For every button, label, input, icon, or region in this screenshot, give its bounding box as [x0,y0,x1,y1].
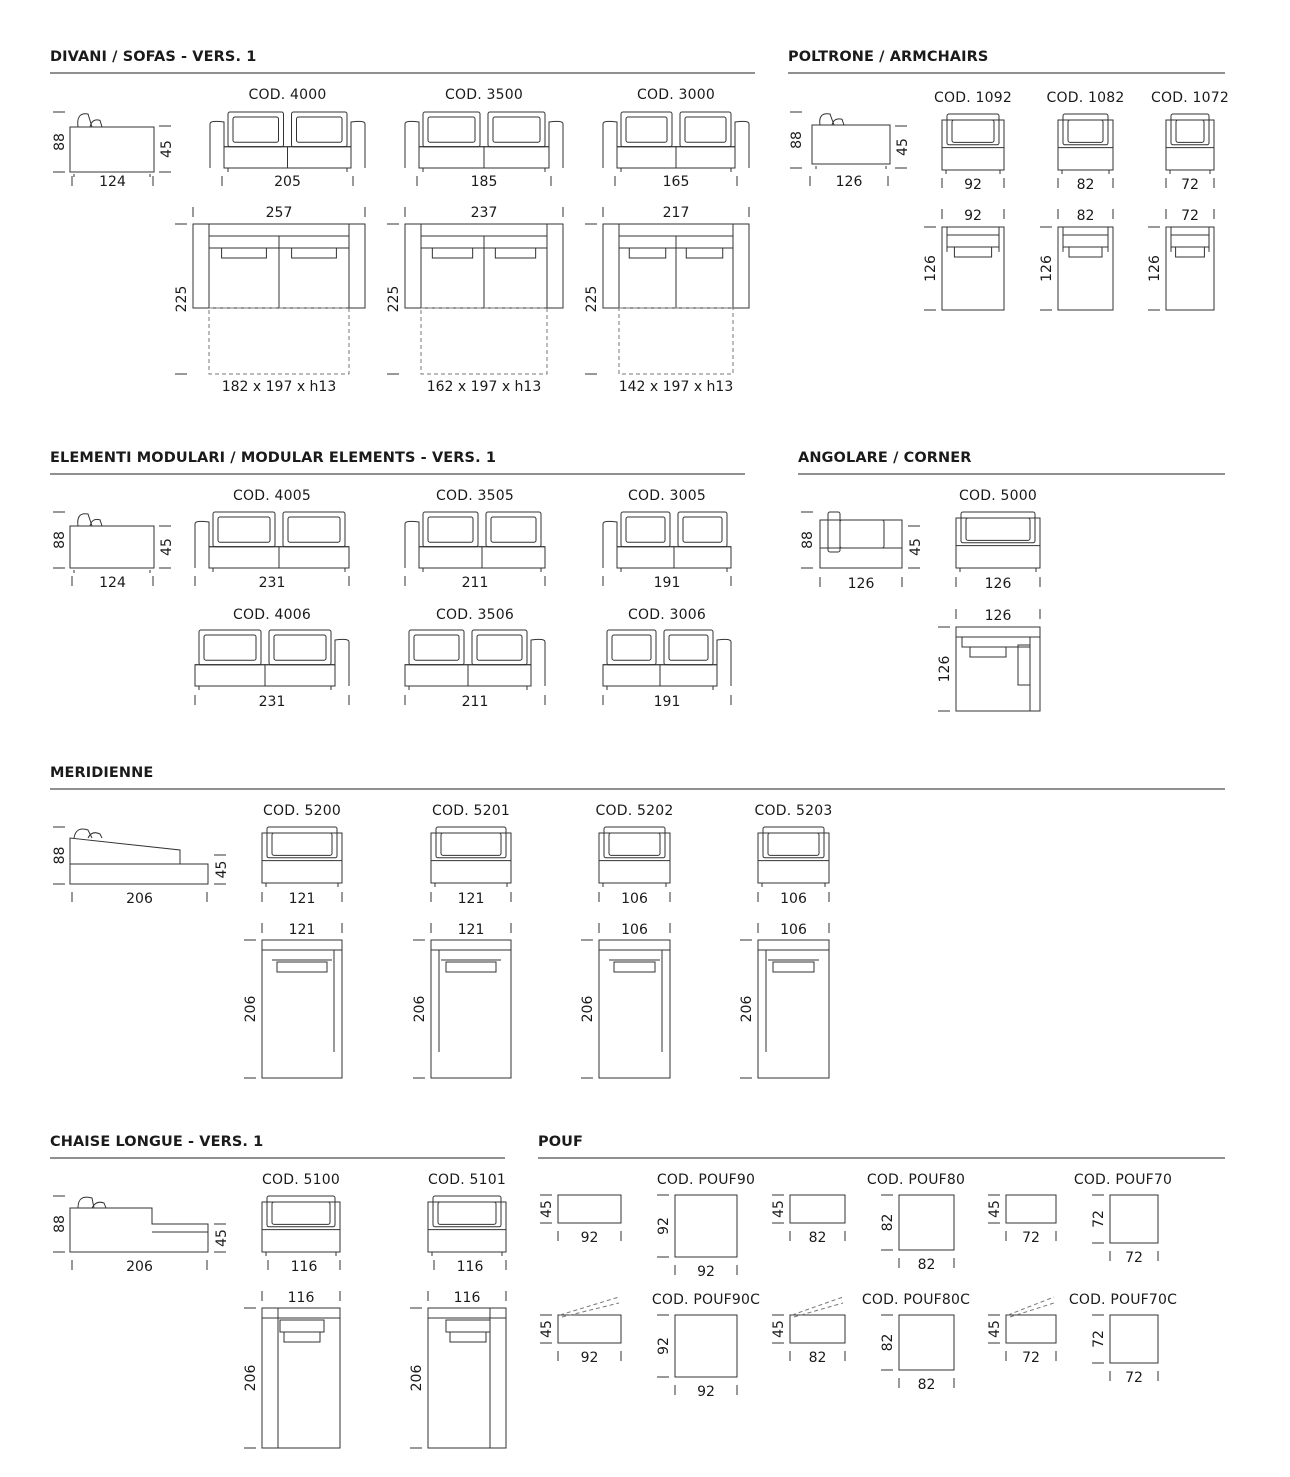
meridienne-front-width-0: 121 [288,891,316,907]
armchair-side-seat: 45 [895,138,911,156]
pouf-row1-height-2: 45 [987,1200,1003,1218]
meridienne-front-width-3: 106 [780,891,807,907]
meridienne-front-width-1: 121 [457,891,485,907]
pouf-row2-height-2: 45 [987,1320,1003,1338]
pouf-row2-plan-depth-0: 92 [656,1337,672,1355]
modular-r2-code-2: COD. 3006 [628,607,706,623]
pouf-row1-height-1: 45 [771,1200,787,1218]
meridienne-plan-width-1: 121 [457,922,485,938]
pouf-row2-code-2: COD. POUF70C [1068,1292,1178,1308]
corner-plan-width: 126 [984,608,1012,624]
meridienne-plan-width-0: 121 [288,922,316,938]
pouf-row1-code-2: COD. POUF70 [1073,1172,1173,1188]
section-title-meridienne: MERIDIENNE [50,765,154,781]
armchair-plan-width-0: 92 [964,208,982,224]
meridienne-side-seat: 45 [214,860,230,879]
modular-r1-code-2: COD. 3005 [628,488,706,504]
sofa-bed-size-0: 182 x 197 x h13 [221,379,337,395]
pouf-row2-height-1: 45 [771,1320,787,1338]
chaise-front-width-1: 116 [456,1259,484,1275]
armchair-code-0: COD. 1092 [934,90,1012,106]
pouf-row1-code-1: COD. POUF80 [866,1172,966,1188]
pouf-row2-code-1: COD. POUF80C [861,1292,971,1308]
section-title-corner: ANGOLARE / CORNER [798,450,972,466]
modular-side-height: 88 [52,531,68,549]
armchair-code-1: COD. 1082 [1046,90,1125,106]
armchair-plan-depth-1: 126 [1039,255,1055,282]
armchair-plan-depth-2: 126 [1147,255,1163,282]
labels [50,49,1229,1400]
corner-side-depth: 126 [847,576,875,592]
pouf-row1-side-width-2: 72 [1022,1230,1040,1246]
meridienne-plan-width-2: 106 [621,922,648,938]
meridienne-plan-width-3: 106 [780,922,807,938]
corner-front-width: 126 [984,576,1012,592]
armchair-plan-width-2: 72 [1181,208,1199,224]
sofa-side-height: 88 [52,133,68,151]
sofa-code-0: COD. 4000 [248,87,327,103]
section-title-modular: ELEMENTI MODULARI / MODULAR ELEMENTS - VERS. 1 [50,450,497,466]
pouf-row2-side-width-0: 92 [580,1350,599,1366]
sofa-plan-depth-0: 225 [174,285,190,313]
meridienne-front-width-2: 106 [621,891,648,907]
pouf-row1-code-0: COD. POUF90 [656,1172,756,1188]
meridienne-side-height: 88 [52,846,68,865]
sofa-plan-depth-1: 225 [386,285,402,313]
sofa-bed-size-2: 142 x 197 x h13 [618,379,734,395]
pouf-row1-side-width-1: 82 [808,1230,827,1246]
modular-r1-width-1: 211 [461,575,489,591]
corner-code: COD. 5000 [959,488,1037,504]
chaise-plan-depth-1: 206 [409,1364,425,1392]
armchair-plan-depth-0: 126 [923,255,939,282]
meridienne-plan-depth-2: 206 [580,995,596,1023]
modular-r2-code-1: COD. 3506 [436,607,514,623]
pouf-row1-plan-width-0: 92 [697,1264,715,1280]
modular-side-seat: 45 [159,538,175,556]
pouf-row2-code-0: COD. POUF90C [651,1292,761,1308]
chaise-code-1: COD. 5101 [428,1172,506,1188]
corner-side-seat: 45 [908,538,924,556]
section-title-sofas: DIVANI / SOFAS - VERS. 1 [50,49,257,65]
sofa-front-width-2: 165 [662,174,690,190]
pouf-row1-height-0: 45 [539,1200,555,1218]
meridienne-plan-depth-1: 206 [412,995,428,1023]
armchair-plan-width-1: 82 [1076,208,1095,224]
meridienne-plan-depth-0: 206 [243,995,259,1023]
chaise-plan-width-0: 116 [287,1290,315,1306]
armchair-code-2: COD. 1072 [1151,90,1229,106]
sofa-plan-width-0: 257 [265,205,293,221]
pouf-row2-plan-width-1: 82 [917,1377,936,1393]
modular-r2-width-0: 231 [258,694,286,710]
pouf-row1-plan-width-1: 82 [917,1257,936,1273]
modular-r1-width-0: 231 [258,575,286,591]
armchair-side-depth: 126 [835,174,863,190]
sofa-plan-width-1: 237 [470,205,498,221]
armchair-front-width-0: 92 [964,177,982,193]
sofa-front-width-0: 205 [274,174,301,190]
pouf-row2-plan-depth-2: 72 [1091,1330,1107,1348]
modular-r1-code-1: COD. 3505 [436,488,514,504]
pouf-row2-plan-width-0: 92 [697,1384,715,1400]
pouf-row1-plan-depth-0: 92 [656,1217,672,1235]
pouf-row2-side-width-1: 82 [808,1350,827,1366]
sofa-front-width-1: 185 [470,174,498,190]
chaise-code-0: COD. 5100 [262,1172,340,1188]
modular-r2-width-1: 211 [461,694,489,710]
chaise-plan-width-1: 116 [453,1290,481,1306]
section-title-chaise: CHAISE LONGUE - VERS. 1 [50,1134,264,1150]
modular-r1-code-0: COD. 4005 [233,488,311,504]
sofa-plan-width-2: 217 [662,205,690,221]
meridienne-side-depth: 206 [126,891,153,907]
meridienne-plan-depth-3: 206 [739,995,755,1023]
corner-side-height: 88 [800,531,816,549]
chaise-side-depth: 206 [126,1259,153,1275]
chaise-side-height: 88 [52,1215,68,1233]
modular-side-depth: 124 [99,575,126,591]
meridienne-code-2: COD. 5202 [595,803,674,819]
sofa-plan-depth-2: 225 [584,285,600,313]
sofa-code-2: COD. 3000 [637,87,715,103]
sofa-side-seat: 45 [159,140,175,158]
armchair-side-height: 88 [789,131,805,149]
modular-r1-width-2: 191 [653,575,681,591]
meridienne-code-0: COD. 5200 [263,803,341,819]
section-title-pouf: POUF [538,1134,584,1150]
section-title-armchairs: POLTRONE / ARMCHAIRS [788,49,989,65]
modular-r2-code-0: COD. 4006 [233,607,311,623]
pouf-row2-height-0: 45 [539,1320,555,1338]
pouf-row1-plan-depth-2: 72 [1091,1210,1107,1228]
sofa-bed-size-1: 162 x 197 x h13 [426,379,542,395]
meridienne-code-1: COD. 5201 [432,803,510,819]
chaise-front-width-0: 116 [290,1259,318,1275]
armchair-front-width-2: 72 [1181,177,1199,193]
pouf-row2-plan-depth-1: 82 [880,1333,896,1352]
chaise-plan-depth-0: 206 [243,1364,259,1392]
armchair-front-width-1: 82 [1076,177,1095,193]
corner-plan-depth: 126 [937,655,953,683]
pouf-row1-side-width-0: 92 [580,1230,599,1246]
sofa-side-depth: 124 [99,174,126,190]
chaise-side-seat: 45 [214,1229,230,1247]
meridienne-code-3: COD. 5203 [754,803,833,819]
pouf-row1-plan-depth-1: 82 [880,1213,896,1232]
sofa-code-1: COD. 3500 [445,87,523,103]
pouf-row1-plan-width-2: 72 [1125,1250,1143,1266]
pouf-row2-side-width-2: 72 [1022,1350,1040,1366]
pouf-row2-plan-width-2: 72 [1125,1370,1143,1386]
modular-r2-width-2: 191 [653,694,681,710]
